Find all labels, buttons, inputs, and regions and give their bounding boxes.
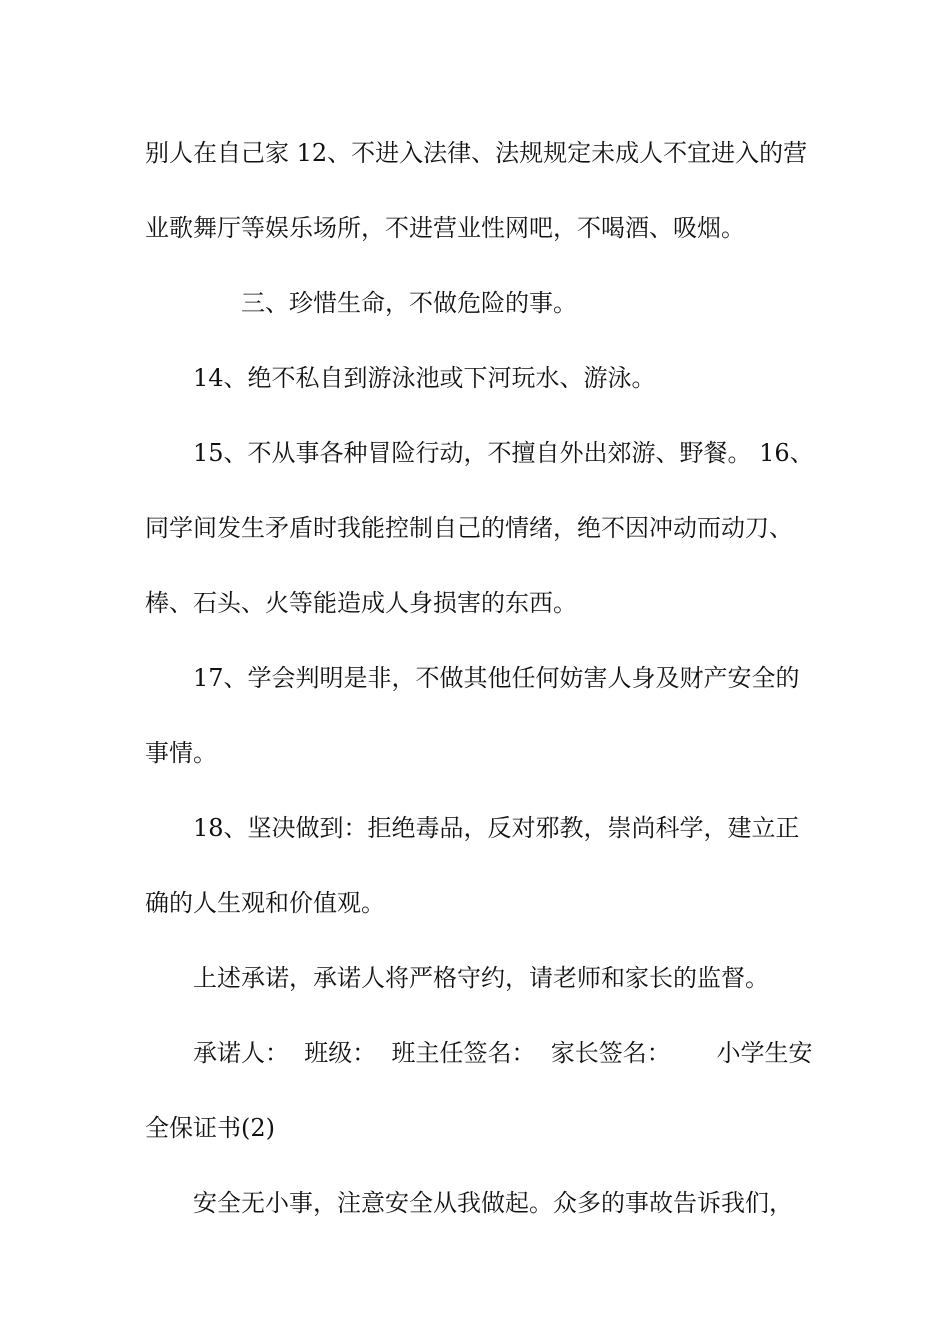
text-line: 业歌舞厅等娱乐场所，不进营业性网吧，不喝酒、吸烟。: [145, 214, 745, 242]
text-line: 安全无小事，注意安全从我做起。众多的事故告诉我们，: [193, 1189, 793, 1217]
text-line: 同学间发生矛盾时我能控制自己的情绪，绝不因冲动而动刀、: [145, 514, 793, 542]
text-line: 事情。: [145, 739, 217, 767]
text-line: 18、坚决做到：拒绝毒品，反对邪教，崇尚科学，建立正: [193, 814, 800, 842]
text-line: 14、绝不私自到游泳池或下河玩水、游泳。: [193, 364, 656, 392]
text-line: 上述承诺，承诺人将严格守约，请老师和家长的监督。: [193, 964, 769, 992]
text-line: 15、不从事各种冒险行动，不擅自外出郊游、野餐。 16、: [193, 439, 814, 467]
signature-line: 承诺人： 班级： 班主任签名： 家长签名： 小学生安: [193, 1039, 813, 1067]
text-line: 棒、石头、火等能造成人身损害的东西。: [145, 589, 577, 617]
document-title: 全保证书(2): [145, 1114, 275, 1142]
text-line: 17、学会判明是非，不做其他任何妨害人身及财产安全的: [193, 664, 800, 692]
section-heading: 三、珍惜生命，不做危险的事。: [241, 289, 577, 317]
text-line: 确的人生观和价值观。: [145, 889, 385, 917]
text-line: 别人在自己家 12、不进入法律、法规规定未成人不宜进入的营: [145, 139, 808, 167]
